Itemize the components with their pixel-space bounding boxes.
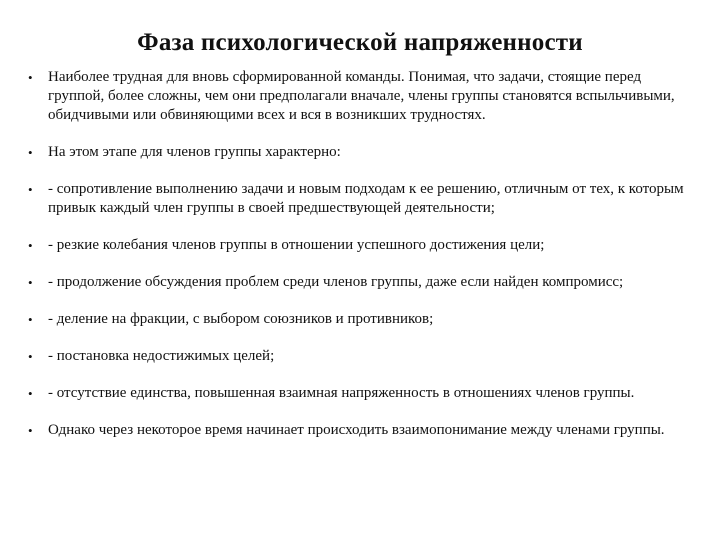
list-item-text: - деление на фракции, с выбором союзников и противников; <box>48 311 434 327</box>
list-item <box>28 273 688 292</box>
bullet-icon: • <box>28 182 33 197</box>
list-item <box>28 384 688 403</box>
list-item-text: - продолжение обсуждения проблем среди членов группы, даже если найден компромисс; <box>48 274 624 290</box>
bullet-icon: • <box>28 70 33 85</box>
list-item <box>28 180 688 218</box>
bullet-icon: • <box>28 145 33 160</box>
bullet-icon: • <box>28 238 33 253</box>
slide-title: Фаза психологической напряженности <box>137 29 583 56</box>
bullet-icon: • <box>28 386 33 401</box>
list-item-text: - сопротивление выполнению задачи и новым подходам к ее решению, отличным от тех, к которым привык каждый член группы в своей предшествующей деятельности; <box>48 181 684 216</box>
list-item <box>28 68 688 125</box>
list-item-text: - постановка недостижимых целей; <box>48 348 275 364</box>
list-item-text: - резкие колебания членов группы в отношении успешного достижения цели; <box>48 237 545 253</box>
list-item-text: Однако через некоторое время начинает происходить взаимопонимание между членами группы. <box>48 422 665 438</box>
bullet-icon: • <box>28 275 33 290</box>
bullet-list <box>28 68 688 458</box>
list-item-text: - отсутствие единства, повышенная взаимная напряженность в отношениях членов группы. <box>48 385 635 401</box>
list-item <box>28 143 688 162</box>
list-item-text: На этом этапе для членов группы характерно: <box>48 144 341 160</box>
list-item <box>28 310 688 329</box>
list-item <box>28 347 688 366</box>
bullet-icon: • <box>28 423 33 438</box>
list-item <box>28 421 688 440</box>
bullet-icon: • <box>28 312 33 327</box>
bullet-icon: • <box>28 349 33 364</box>
list-item-text: Наиболее трудная для вновь сформированной команды. Понимая, что задачи, стоящие перед группой, более сложны, чем они предполагали вначале, члены группы становятся вспыльчивыми, обидчивыми или обвиняющими всех и вся в возникших трудностях. <box>48 69 675 123</box>
list-item <box>28 236 688 255</box>
